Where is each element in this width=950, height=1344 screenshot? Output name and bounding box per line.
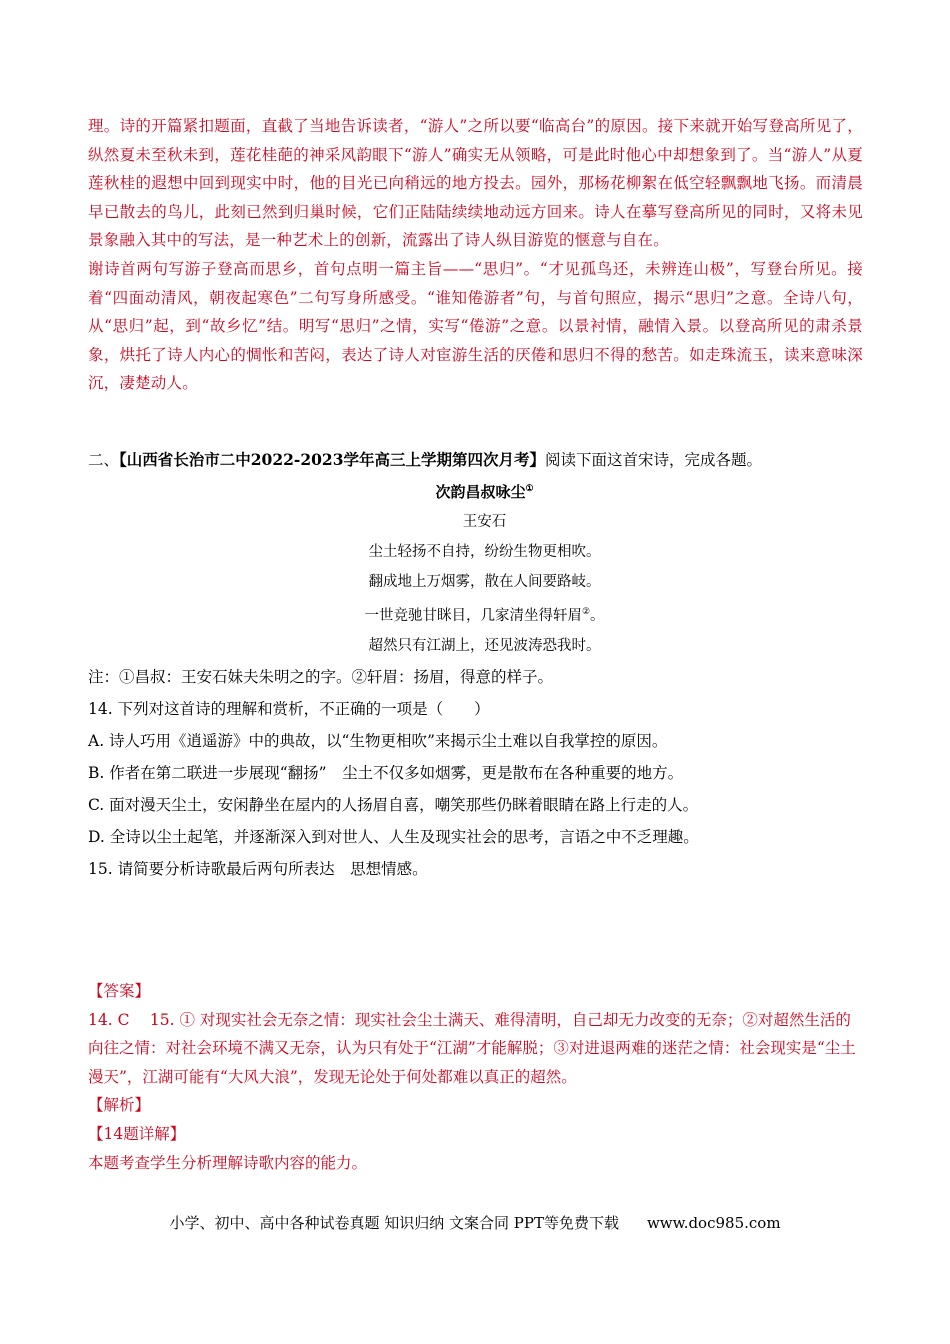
poem-line-1: 尘土轻扬不自持，纷纷生物更相吹。 (368, 543, 601, 560)
question-15: 15. 请简要分析诗歌最后两句所表达 思想情感。 (88, 859, 428, 878)
answer-space (88, 885, 863, 977)
detail-text: 本题考查学生分析理解诗歌内容的能力。 (88, 1153, 368, 1172)
poem (106, 474, 863, 661)
poem-notes: 注：①昌叔：王安石妹夫朱明之的字。②轩眉：扬眉，得意的样子。 (88, 667, 554, 686)
answer-text: 14. C 15. ① 对现实社会无奈之情：现实社会尘土满天、难得清明，自己却无力改变的无奈；②对超然生活的向往之情：对社会环境不满又无奈，认为只有处于“江湖”才能解脱；③对进退两难的迷茫之情：社会现实是“尘土漫天”，江湖可能有“大风大浪”，发现无论处于何处都难以真正的超然。 (88, 1010, 856, 1086)
answer-label: 【答案】 (88, 981, 151, 1000)
poem-line-4: 超然只有江湖上，还见波涛恐我时。 (368, 637, 601, 654)
analysis-paragraph-2: 谢诗首两句写游子登高而思乡，首句点明一篇主旨——“思归”。“才见孤鸟还，未辨连山极”，写登台所见。接着“四面动清风，朝夜起寒色”二句写身所感受。“谁知倦游者”句，与首句照应，揭示“思归”之意。全诗八句，从“思归”起，到“故乡忆”结。明写“思归”之情，实写“倦游”之意。以景衬情，融情入景。以登高所见的肃杀景象，烘托了诗人内心的惆怅和苦闷，表达了诗人对宦游生活的厌倦和思归不得的愁苦。如走珠流玉，读来意味深沉，凄楚动人。 (88, 259, 863, 393)
poem-title: 次韵昌叔咏尘 (435, 482, 526, 501)
poem-line-2: 翻成地上万烟雾，散在人间要路岐。 (368, 573, 601, 590)
poem-title-line (106, 474, 863, 507)
poem-title-note: ① (525, 483, 534, 494)
analysis-label: 【解析】 (88, 1096, 151, 1115)
option-c: C. 面对漫天尘土，安闲静坐在屋内的人扬眉自喜，嘲笑那些仍眯着眼睛在路上行走的人。 (88, 795, 699, 814)
poem-author: 王安石 (462, 513, 507, 530)
section-instruction: 阅读下面这首宋诗，完成各题。 (544, 450, 762, 469)
document-page (88, 112, 863, 1177)
poem-line-3 (106, 597, 863, 631)
poem-line-3-text: 一世竞驰甘眯目，几家清坐得轩眉 (364, 607, 582, 624)
analysis-paragraph-1: 理。诗的开篇紧扣题面，直截了当地告诉读者，“游人”之所以要“临高台”的原因。接下来就开始写登高所见了，纵然夏未至秋未到，莲花桂葩的神采风韵眼下“游人”确实无从领略，可是此时他心中却想象到了。当“游人”从夏莲秋桂的遐想中回到现实中时，他的目光已向稍远的地方投去。园外，那杨花柳絮在低空轻飘飘地飞扬。而清晨早已散去的鸟儿，此刻已然到归巢时候，它们正陆陆续续地动远方回来。诗人在摹写登高所见的同时，又将未见景象融入其中的写法，是一种艺术上的创新，流露出了诗人纵目游览的惬意与自在。 (88, 117, 863, 250)
section-source: 【山西省长治市二中2022-2023学年高三上学期第四次月考】 (119, 449, 545, 469)
section-number: 二、 (88, 450, 120, 469)
page-footer (0, 1212, 950, 1233)
option-a: A. 诗人巧用《逍遥游》中的典故，以“生物更相吹”来揭示尘土难以自我掌控的原因。 (88, 731, 668, 750)
question-14: 14. 下列对这首诗的理解和赏析，不正确的一项是（ ） (88, 699, 490, 718)
option-d: D. 全诗以尘土起笔，并逐渐深入到对世人、人生及现实社会的思考，言语之中不乏理趣。 (88, 827, 699, 846)
footer-url[interactable]: www.doc985.com (646, 1214, 781, 1232)
section-heading (88, 446, 863, 474)
detail-label: 【14题详解】 (88, 1124, 186, 1143)
poem-line-3-note: ② (581, 606, 591, 617)
option-b: B. 作者在第二联进一步展现“翻扬” 尘土不仅多如烟雾，更是散布在各种重要的地方。 (88, 763, 684, 782)
poem-line-3-end: 。 (590, 607, 605, 624)
footer-text: 小学、初中、高中各种试卷真题 知识归纳 文案合同 PPT等免费下载 (169, 1214, 619, 1232)
